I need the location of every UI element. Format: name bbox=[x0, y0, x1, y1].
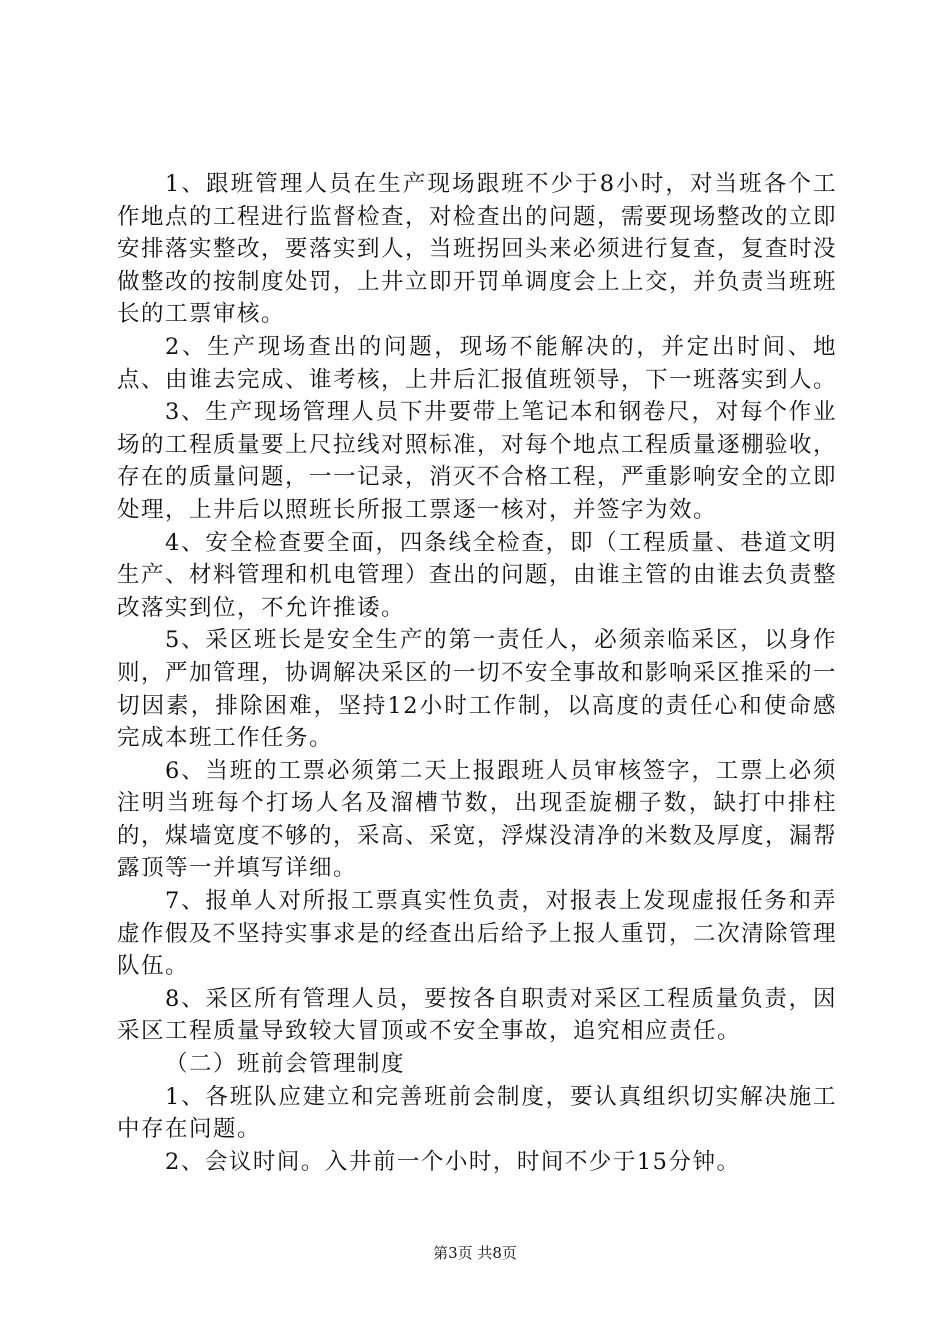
paragraph-5: 5、采区班长是安全生产的第一责任人，必须亲临采区，以身作则，严加管理，协调解决采区的一切不安全事故和影响采区推采的一切因素，排除困难，坚持12小时工作制，以高度的责任心和使命感完成本班工作任务。 bbox=[117, 627, 838, 752]
paragraph-8: 8、采区所有管理人员，要按各自职责对采区工程质量负责，因采区工程质量导致较大冒顶或不安全事故，追究相应责任。 bbox=[117, 985, 837, 1045]
page-footer: 第3页 共8页 bbox=[433, 1244, 517, 1262]
section-heading: （二）班前会管理制度 bbox=[165, 1051, 406, 1078]
paragraph-2: 2、生产现场查出的问题，现场不能解决的，并定出时间、地点、由谁去完成、谁考核，上井后汇报值班领导，下一班落实到人。 bbox=[117, 333, 838, 393]
paragraph-4: 4、安全检查要全面，四条线全检查，即（工程质量、巷道文明生产、材料管理和机电管理）查出的问题，由谁主管的由谁去负责整改落实到位，不允许推诿。 bbox=[117, 529, 838, 621]
section-paragraph-2: 2、会议时间。入井前一个小时，时间不少于15分钟。 bbox=[165, 1148, 741, 1175]
paragraph-3: 3、生产现场管理人员下井要带上笔记本和钢卷尺，对每个作业场的工程质量要上尺拉线对照标准，对每个地点工程质量逐棚验收，存在的质量问题，一一记录，消灭不合格工程，严重影响安全的立即处理，上井后以照班长所报工票逐一核对，并签字为效。 bbox=[117, 399, 838, 523]
section-paragraph-1: 1、各班队应建立和完善班前会制度，要认真组织切实解决施工中存在问题。 bbox=[117, 1083, 837, 1143]
paragraph-6: 6、当班的工票必须第二天上报跟班人员审核签字，工票上必须注明当班每个打场人名及溜槽节数，出现歪旋棚子数，缺打中排柱的，煤墙宽度不够的，采高、采宽，浮煤没清净的米数及厚度，漏帮露顶等一并填写详细。 bbox=[117, 757, 838, 882]
paragraph-7: 7、报单人对所报工票真实性负责，对报表上发现虚报任务和弄虚作假及不坚持实事求是的经查出后给予上报人重罚，二次清除管理队伍。 bbox=[117, 888, 838, 980]
paragraph-1: 1、跟班管理人员在生产现场跟班不少于8小时，对当班各个工作地点的工程进行监督检查，对检查出的问题，需要现场整改的立即安排落实整改，要落实到人，当班拐回头来必须进行复查，复查时没做整改的按制度处罚，上井立即开罚单调度会上上交，并负责当班班长的工票审核。 bbox=[117, 171, 838, 328]
document-body bbox=[117, 168, 837, 1178]
